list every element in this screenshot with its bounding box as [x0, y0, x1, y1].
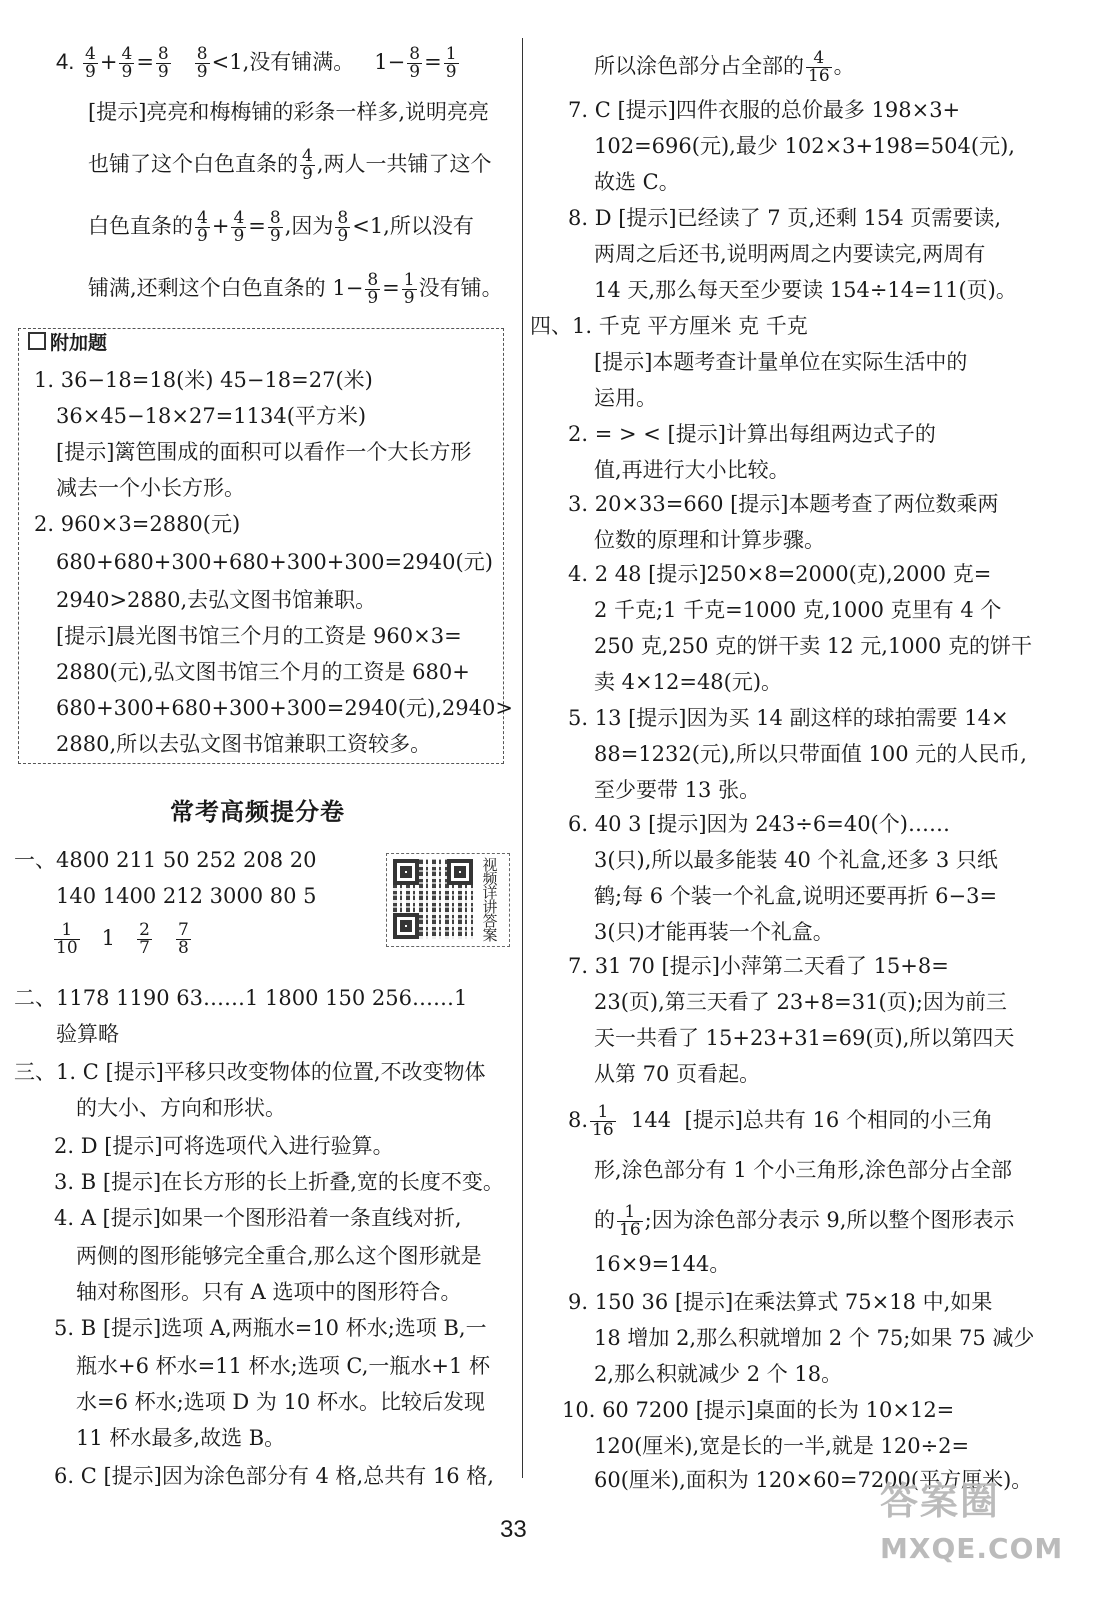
- r-line-23: 鹤;每 6 个装一个礼盒,说明还要再折 6−3=: [594, 884, 998, 908]
- part3-line-1: 三、1. C [提示]平移只改变物体的位置,不改变物体: [14, 1060, 486, 1084]
- r-line-8: [提示]本题考查计量单位在实际生活中的: [594, 350, 968, 374]
- r-line-5: 两周之后还书,说明两周之内要读完,两周有: [594, 242, 986, 266]
- r-line-11: 值,再进行大小比较。: [594, 458, 790, 482]
- r-line-25: 7. 31 70 [提示]小萍第二天看了 15+8=: [568, 954, 949, 978]
- extra-questions-header: 附加题: [28, 328, 107, 355]
- watermark-logo: 答案圈 MXQE.COM: [880, 1479, 1064, 1565]
- r-line-26: 23(页),第三天看了 23+8=31(页);因为前三: [594, 990, 1007, 1014]
- right-top-line: 所以涂色部分占全部的 $\frac{4}{16}$ 。: [594, 48, 855, 86]
- extra-line-3: [提示]篱笆围成的面积可以看作一个大长方形: [56, 440, 472, 464]
- section-square-icon: [28, 332, 46, 350]
- r-line-16: 250 克,250 克的饼干卖 12 元,1000 克的饼干: [594, 634, 1033, 658]
- r-line-28: 从第 70 页看起。: [594, 1062, 761, 1086]
- tail-line-6: 60(厘米),面积为 120×60=7200(平方厘米)。: [594, 1468, 1033, 1492]
- extra-line-11: 2880,所以去弘文图书馆兼职工资较多。: [56, 732, 432, 756]
- r-line-22: 3(只),所以最多能装 40 个礼盒,还多 3 只纸: [594, 848, 998, 872]
- r-line-24: 3(只)才能再装一个礼盒。: [594, 920, 834, 944]
- extra-line-2: 36×45−18×27=1134(平方米): [56, 404, 367, 428]
- q4-line-2: [提示]亮亮和梅梅铺的彩条一样多,说明亮亮: [88, 100, 490, 124]
- r-line-17: 卖 4×12=48(元)。: [594, 670, 783, 694]
- q8-line-4: 16×9=144。: [594, 1252, 731, 1276]
- column-divider: [522, 38, 523, 1478]
- q4-line-1: 4. $\frac{4}{9}$ + $\frac{4}{9}$ = $\frac{8}{9}$ $\frac{8}{9}$ <1,没有铺满。 1− $\frac{8}{9}$ = $\frac{1}{9}$: [56, 44, 457, 82]
- r-line-13: 位数的原理和计算步骤。: [594, 528, 825, 552]
- extra-line-7: 2940>2880,去弘文图书馆兼职。: [56, 588, 377, 612]
- qr-label: 视频详讲答案: [482, 856, 498, 944]
- tail-line-5: 120(厘米),宽是长的一半,就是 120÷2=: [594, 1434, 970, 1458]
- section-title: 常考高频提分卷: [170, 798, 345, 826]
- tail-line-4: 10. 60 7200 [提示]桌面的长为 10×12=: [562, 1398, 955, 1422]
- r-line-12: 3. 20×33=660 [提示]本题考查了两位数乘两: [568, 492, 999, 516]
- qr-code-icon[interactable]: [393, 859, 473, 939]
- part3-line-8: 5. B [提示]选项 A,两瓶水=10 杯水;选项 B,一: [54, 1316, 487, 1340]
- part3-line-4: 3. B [提示]在长方形的长上折叠,宽的长度不变。: [54, 1170, 504, 1194]
- q4-line-5: 铺满,还剩这个白色直条的 1− $\frac{8}{9}$ = $\frac{1}{9}$ 没有铺。: [88, 270, 503, 308]
- part3-line-7: 轴对称图形。只有 A 选项中的图形符合。: [76, 1280, 462, 1304]
- r-line-3: 故选 C。: [594, 170, 680, 194]
- part2-line-1: 二、1178 1190 63……1 1800 150 256……1: [14, 986, 468, 1010]
- tail-line-2: 18 增加 2,那么积就增加 2 个 75;如果 75 减少: [594, 1326, 1035, 1350]
- r-line-2: 102=696(元),最少 102×3+198=504(元),: [594, 134, 1015, 158]
- part1-line-1: 一、4800 211 50 252 208 20: [14, 848, 317, 872]
- q4-line-3: 也铺了这个白色直条的 $\frac{4}{9}$ ,两人一共铺了这个: [88, 146, 492, 184]
- r-line-18: 5. 13 [提示]因为买 14 副这样的球拍需要 14×: [568, 706, 1009, 730]
- extra-line-1: 1. 36−18=18(米) 45−18=27(米): [34, 368, 373, 392]
- part1-line-2: 140 1400 212 3000 80 5: [56, 884, 317, 908]
- part3-line-2: 的大小、方向和形状。: [76, 1096, 286, 1120]
- q8-line-1: 8. $\frac{1}{16}$ 144 [提示]总共有 16 个相同的小三角: [568, 1102, 993, 1140]
- q8-line-2: 形,涂色部分有 1 个小三角形,涂色部分占全部: [594, 1158, 1013, 1182]
- part3-line-10: 水=6 杯水;选项 D 为 10 杯水。比较后发现: [76, 1390, 485, 1414]
- r-line-14: 4. 2 48 [提示]250×8=2000(克),2000 克=: [568, 562, 992, 586]
- part3-line-9: 瓶水+6 杯水=11 杯水;选项 C,一瓶水+1 杯: [76, 1354, 491, 1378]
- extra-line-8: [提示]晨光图书馆三个月的工资是 960×3=: [56, 624, 462, 648]
- tail-line-3: 2,那么积就减少 2 个 18。: [594, 1362, 843, 1386]
- part3-line-6: 两侧的图形能够完全重合,那么这个图形就是: [76, 1244, 482, 1268]
- r-line-27: 天一共看了 15+23+31=69(页),所以第四天: [594, 1026, 1015, 1050]
- r-line-1: 7. C [提示]四件衣服的总价最多 198×3+: [568, 98, 961, 122]
- part1-line-3: $\frac{1}{10}$ 1 $\frac{2}{7}$ $\frac{7}{8}$: [56, 920, 189, 958]
- qr-code-box[interactable]: [386, 853, 510, 947]
- part3-line-5: 4. A [提示]如果一个图形沿着一条直线对折,: [54, 1206, 462, 1230]
- r-line-9: 运用。: [594, 386, 657, 410]
- part2-line-2: 验算略: [56, 1022, 119, 1046]
- r-line-6: 14 天,那么每天至少要读 154÷14=11(页)。: [594, 278, 1017, 302]
- r-line-4: 8. D [提示]已经读了 7 页,还剩 154 页需要读,: [568, 206, 1002, 230]
- extra-line-5: 2. 960×3=2880(元): [34, 512, 241, 536]
- r-line-7: 四、1. 千克 平方厘米 克 千克: [530, 314, 808, 338]
- q4-line-4: 白色直条的 $\frac{4}{9}$ + $\frac{4}{9}$ = $\frac{8}{9}$ ,因为 $\frac{8}{9}$ <1,所以没有: [88, 208, 474, 246]
- q8-line-3: 的 $\frac{1}{16}$ ;因为涂色部分表示 9,所以整个图形表示: [594, 1202, 1015, 1240]
- extra-line-10: 680+300+680+300+300=2940(元),2940>: [56, 696, 513, 720]
- r-line-20: 至少要带 13 张。: [594, 778, 761, 802]
- tail-line-1: 9. 150 36 [提示]在乘法算式 75×18 中,如果: [568, 1290, 993, 1314]
- r-line-15: 2 千克;1 千克=1000 克,1000 克里有 4 个: [594, 598, 1002, 622]
- part3-line-11: 11 杯水最多,故选 B。: [76, 1426, 286, 1450]
- extra-line-4: 减去一个小长方形。: [56, 476, 245, 500]
- r-line-19: 88=1232(元),所以只带面值 100 元的人民币,: [594, 742, 1027, 766]
- extra-line-9: 2880(元),弘文图书馆三个月的工资是 680+: [56, 660, 470, 684]
- r-line-21: 6. 40 3 [提示]因为 243÷6=40(个)……: [568, 812, 950, 836]
- page-number: 33: [500, 1516, 527, 1543]
- r-line-10: 2. = > < [提示]计算出每组两边式子的: [568, 422, 936, 446]
- part3-line-12: 6. C [提示]因为涂色部分有 4 格,总共有 16 格,: [54, 1464, 494, 1488]
- extra-line-6: 680+680+300+680+300+300=2940(元): [56, 550, 493, 574]
- part3-line-3: 2. D [提示]可将选项代入进行验算。: [54, 1134, 394, 1158]
